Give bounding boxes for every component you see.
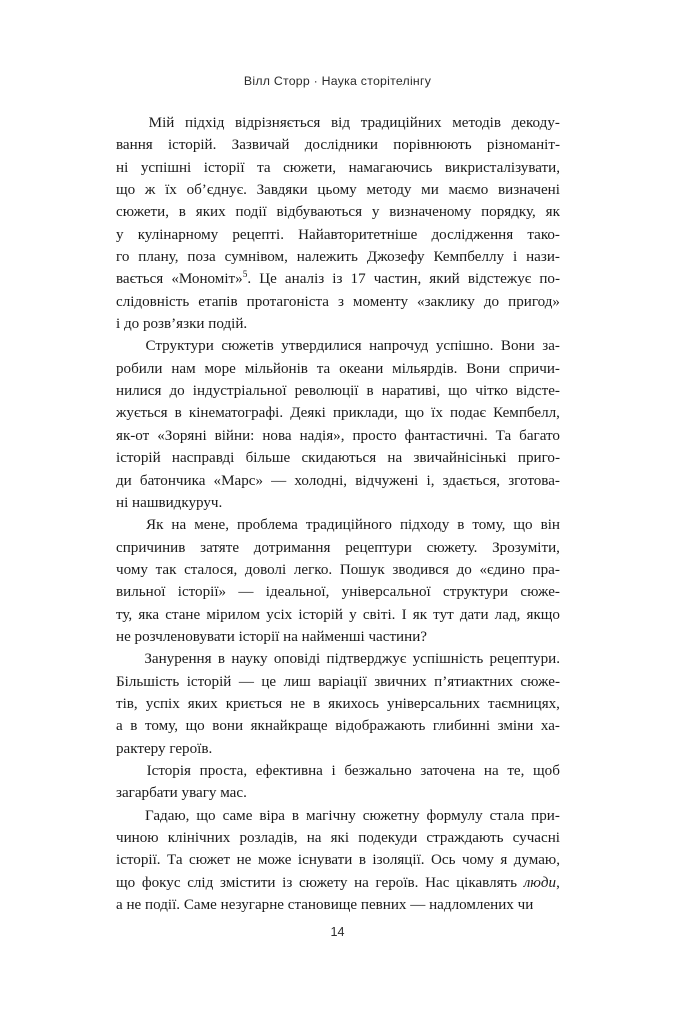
text-line: вильної історії» — ідеальної, універсальної структури сюже- <box>116 584 560 601</box>
text-line: тів, успіх яких криється не в якихось універсальних таємницях, <box>116 695 560 712</box>
text-line: го плану, поза сумнівом, належить Джозефу Кемпбеллу і нази- <box>116 249 560 266</box>
body-text-block <box>116 112 560 916</box>
text-line: чиною клінічних розладів, на які подекуди страждають сучасні <box>116 830 560 846</box>
paragraph <box>116 648 560 760</box>
text-line: вається «Мономіт»$^5$. Це аналіз із 17 частин, який відстежує по- <box>116 270 560 288</box>
page-number: 14 <box>330 925 345 939</box>
text-line: у кулінарному рецепті. Найавторитетніше дослідження тако- <box>116 226 560 243</box>
text-line: Гадаю, що саме віра в магічну сюжетну формулу стала при- <box>144 807 560 824</box>
text-line: історій насправді більше скидаються на звичайнісінькі приго- <box>116 450 560 467</box>
running-header: Вілл Сторр · Наука сторітелінгу <box>243 74 432 88</box>
text-line: історії. Та сюжет не може існувати в ізоляції. Ось чому я думаю, <box>116 852 560 869</box>
text-line: слідовність етапів протагоніста з моменту «заклику до пригод» <box>116 293 560 310</box>
text-line: Мій підхід відрізняється від традиційних методів декоду- <box>148 115 560 131</box>
text-line: жується в кінематографі. Деякі приклади, що їх подає Кемпбелл, <box>116 405 560 422</box>
text-line: що ж їх об’єднує. Завдяки цьому методу ми маємо визначені <box>116 182 560 199</box>
text-line: Занурення в науку оповіді підтверджує успішність рецептури. <box>144 651 560 668</box>
emphasis-text: люди <box>523 874 557 891</box>
footnote-marker[interactable]: 5 <box>242 270 248 281</box>
text-line: ди батончика «Марс» — холодні, відчужені і, здається, зготова- <box>116 472 560 489</box>
text-line: Більшість історій — це лиш варіації звичних п’ятиактних сюже- <box>116 673 560 690</box>
text-line: Структури сюжетів утвердилися напрочуд успішно. Вони за- <box>145 338 560 355</box>
text-line: Історія проста, ефективна і безжально заточена на те, щоб <box>146 762 560 779</box>
text-line: не розчленовувати історії на найменші частини? <box>116 628 427 645</box>
text-line: що фокус слід змістити із сюжету на героїв. Нас цікавлять люди, <box>116 874 560 891</box>
text-line: Як на мене, проблема традиційного підходу в тому, що він <box>146 517 560 534</box>
text-line: ні успішні історії та сюжети, намагаючись викристалізувати, <box>116 159 560 176</box>
paragraph <box>116 805 560 917</box>
text-line: а в тому, що вони якнайкраще відображають глибинні зміни ха- <box>116 718 560 735</box>
text-line: загарбати увагу мас. <box>116 785 247 802</box>
text-line: сюжети, в яких події відбуваються у визначеному порядку, як <box>116 204 560 221</box>
text-line: спричинив затяте дотримання рецептури сюжету. Зрозуміти, <box>116 539 560 556</box>
text-line: чому так сталося, доволі легко. Пошук зводився до «єдино пра- <box>116 561 560 578</box>
text-line: вання історій. Зазвичай дослідники порівнюють різноманіт- <box>116 137 560 154</box>
text-line: і до розв’язки подій. <box>116 316 248 333</box>
text-line: рактеру героїв. <box>116 740 213 757</box>
text-line: а не події. Саме незугарне становище певних — надломлених чи <box>116 897 534 914</box>
paragraph <box>116 112 560 335</box>
text-line: ні нашвидкуруч. <box>116 494 223 511</box>
paragraph <box>116 514 560 648</box>
text-line: ту, яка стане мірилом усіх історій у світі. І як тут дати лад, якщо <box>116 606 560 623</box>
paragraph <box>116 335 560 514</box>
text-line: як-от «Зоряні війни: нова надія», просто фантастичні. Та багато <box>116 427 560 444</box>
paragraph <box>116 760 560 805</box>
text-line: нилися до індустріальної революції в наративі, що чітко відсте- <box>116 383 560 400</box>
text-line: робили нам море мільйонів та океани мільярдів. Вони спричи- <box>116 360 560 377</box>
